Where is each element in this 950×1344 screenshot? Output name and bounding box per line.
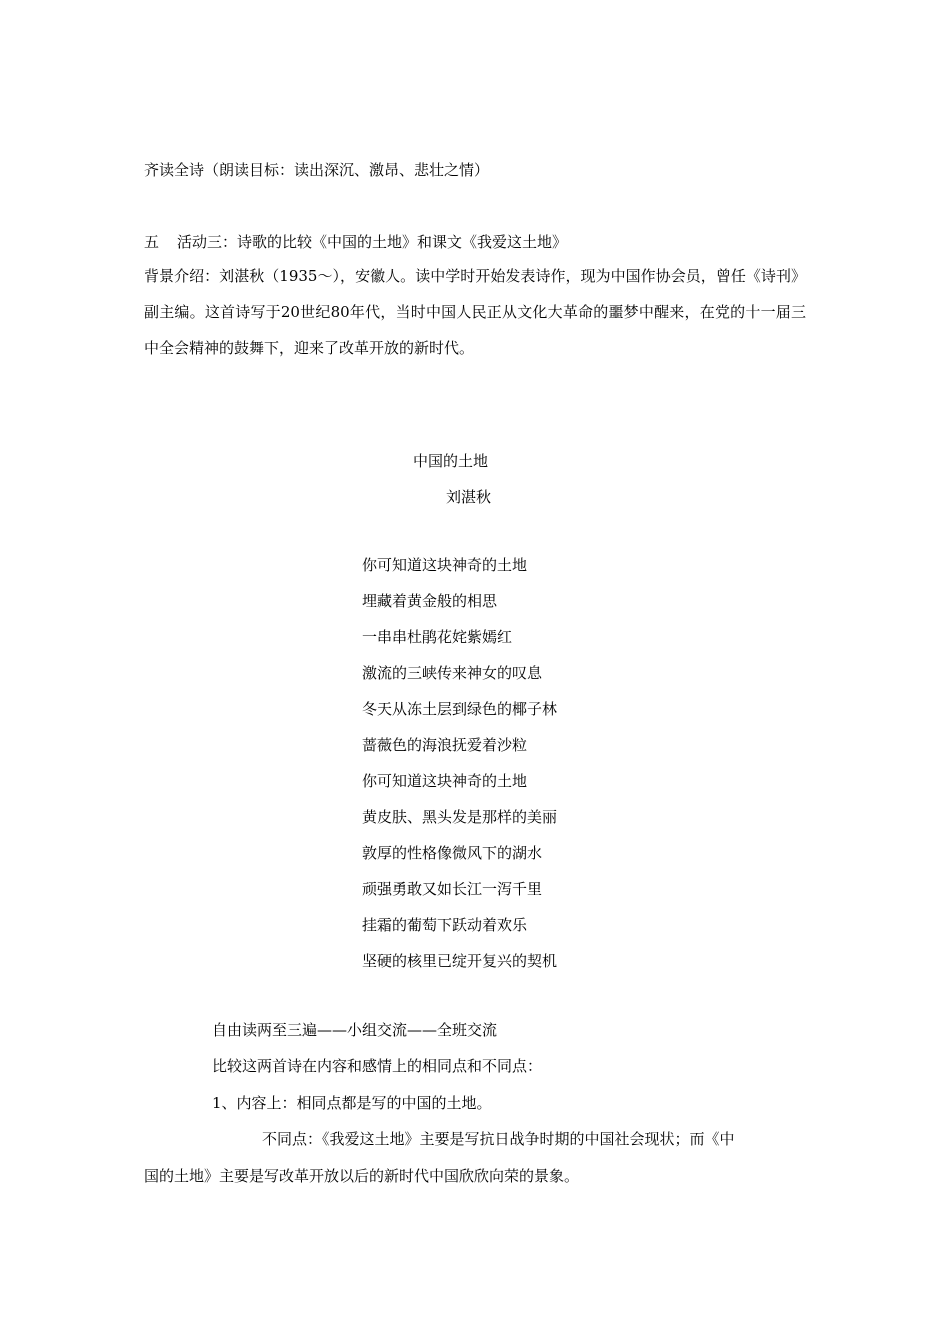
- section-title: 活动三：诗歌的比较《中国的土地》和课文《我爱这土地》: [177, 233, 568, 251]
- content-difference-line2: 国的土地》主要是写改革开放以后的新时代中国欣欣向荣的景象。: [144, 1167, 580, 1185]
- free-read-instruction: 自由读两至三遍——小组交流——全班交流: [212, 1021, 498, 1039]
- poem-line: 埋藏着黄金般的相思: [362, 592, 498, 610]
- poem-line: 顽强勇敢又如长江一泻千里: [362, 880, 543, 898]
- poem-line: 一串串杜鹃花姹紫嫣红: [362, 628, 513, 646]
- poem-line: 你可知道这块神奇的土地: [362, 772, 528, 790]
- content-difference-line1: 不同点：《我爱这土地》主要是写抗日战争时期的中国社会现状；而《中: [262, 1130, 735, 1148]
- poem-line: 激流的三峡传来神女的叹息: [362, 664, 543, 682]
- section-number: 五: [144, 233, 160, 251]
- content-similarity: 1、内容上：相同点都是写的中国的土地。: [212, 1094, 492, 1112]
- read-all-instruction: 齐读全诗（朗读目标：读出深沉、激昂、悲壮之情）: [144, 161, 490, 179]
- background-paragraph: 背景介绍：刘湛秋（1935～），安徽人。读中学时开始发表诗作，现为中国作协会员，曾任《诗刊》副主编。这首诗写于20世纪80年代，当时中国人民正从文化大革命的噩梦中醒来，在党的十一届三中全会精神的鼓舞下，迎来了改革开放的新时代。: [144, 267, 806, 357]
- poem-line: 挂霜的葡萄下跃动着欢乐: [362, 916, 528, 934]
- poem-line: 蔷薇色的海浪抚爱着沙粒: [362, 736, 528, 754]
- poem-line: 冬天从冻土层到绿色的椰子林: [362, 700, 558, 718]
- poem-line: 黄皮肤、黑头发是那样的美丽: [362, 808, 558, 826]
- poem-title: 中国的土地: [413, 452, 489, 470]
- poem-author: 刘湛秋: [446, 488, 492, 506]
- poem-line: 坚硬的核里已绽开复兴的契机: [362, 952, 558, 970]
- poem-line: 你可知道这块神奇的土地: [362, 556, 528, 574]
- poem-line: 敦厚的性格像微风下的湖水: [362, 844, 543, 862]
- section-five-heading: [144, 232, 567, 252]
- comparison-prompt: 比较这两首诗在内容和感情上的相同点和不同点：: [212, 1057, 543, 1075]
